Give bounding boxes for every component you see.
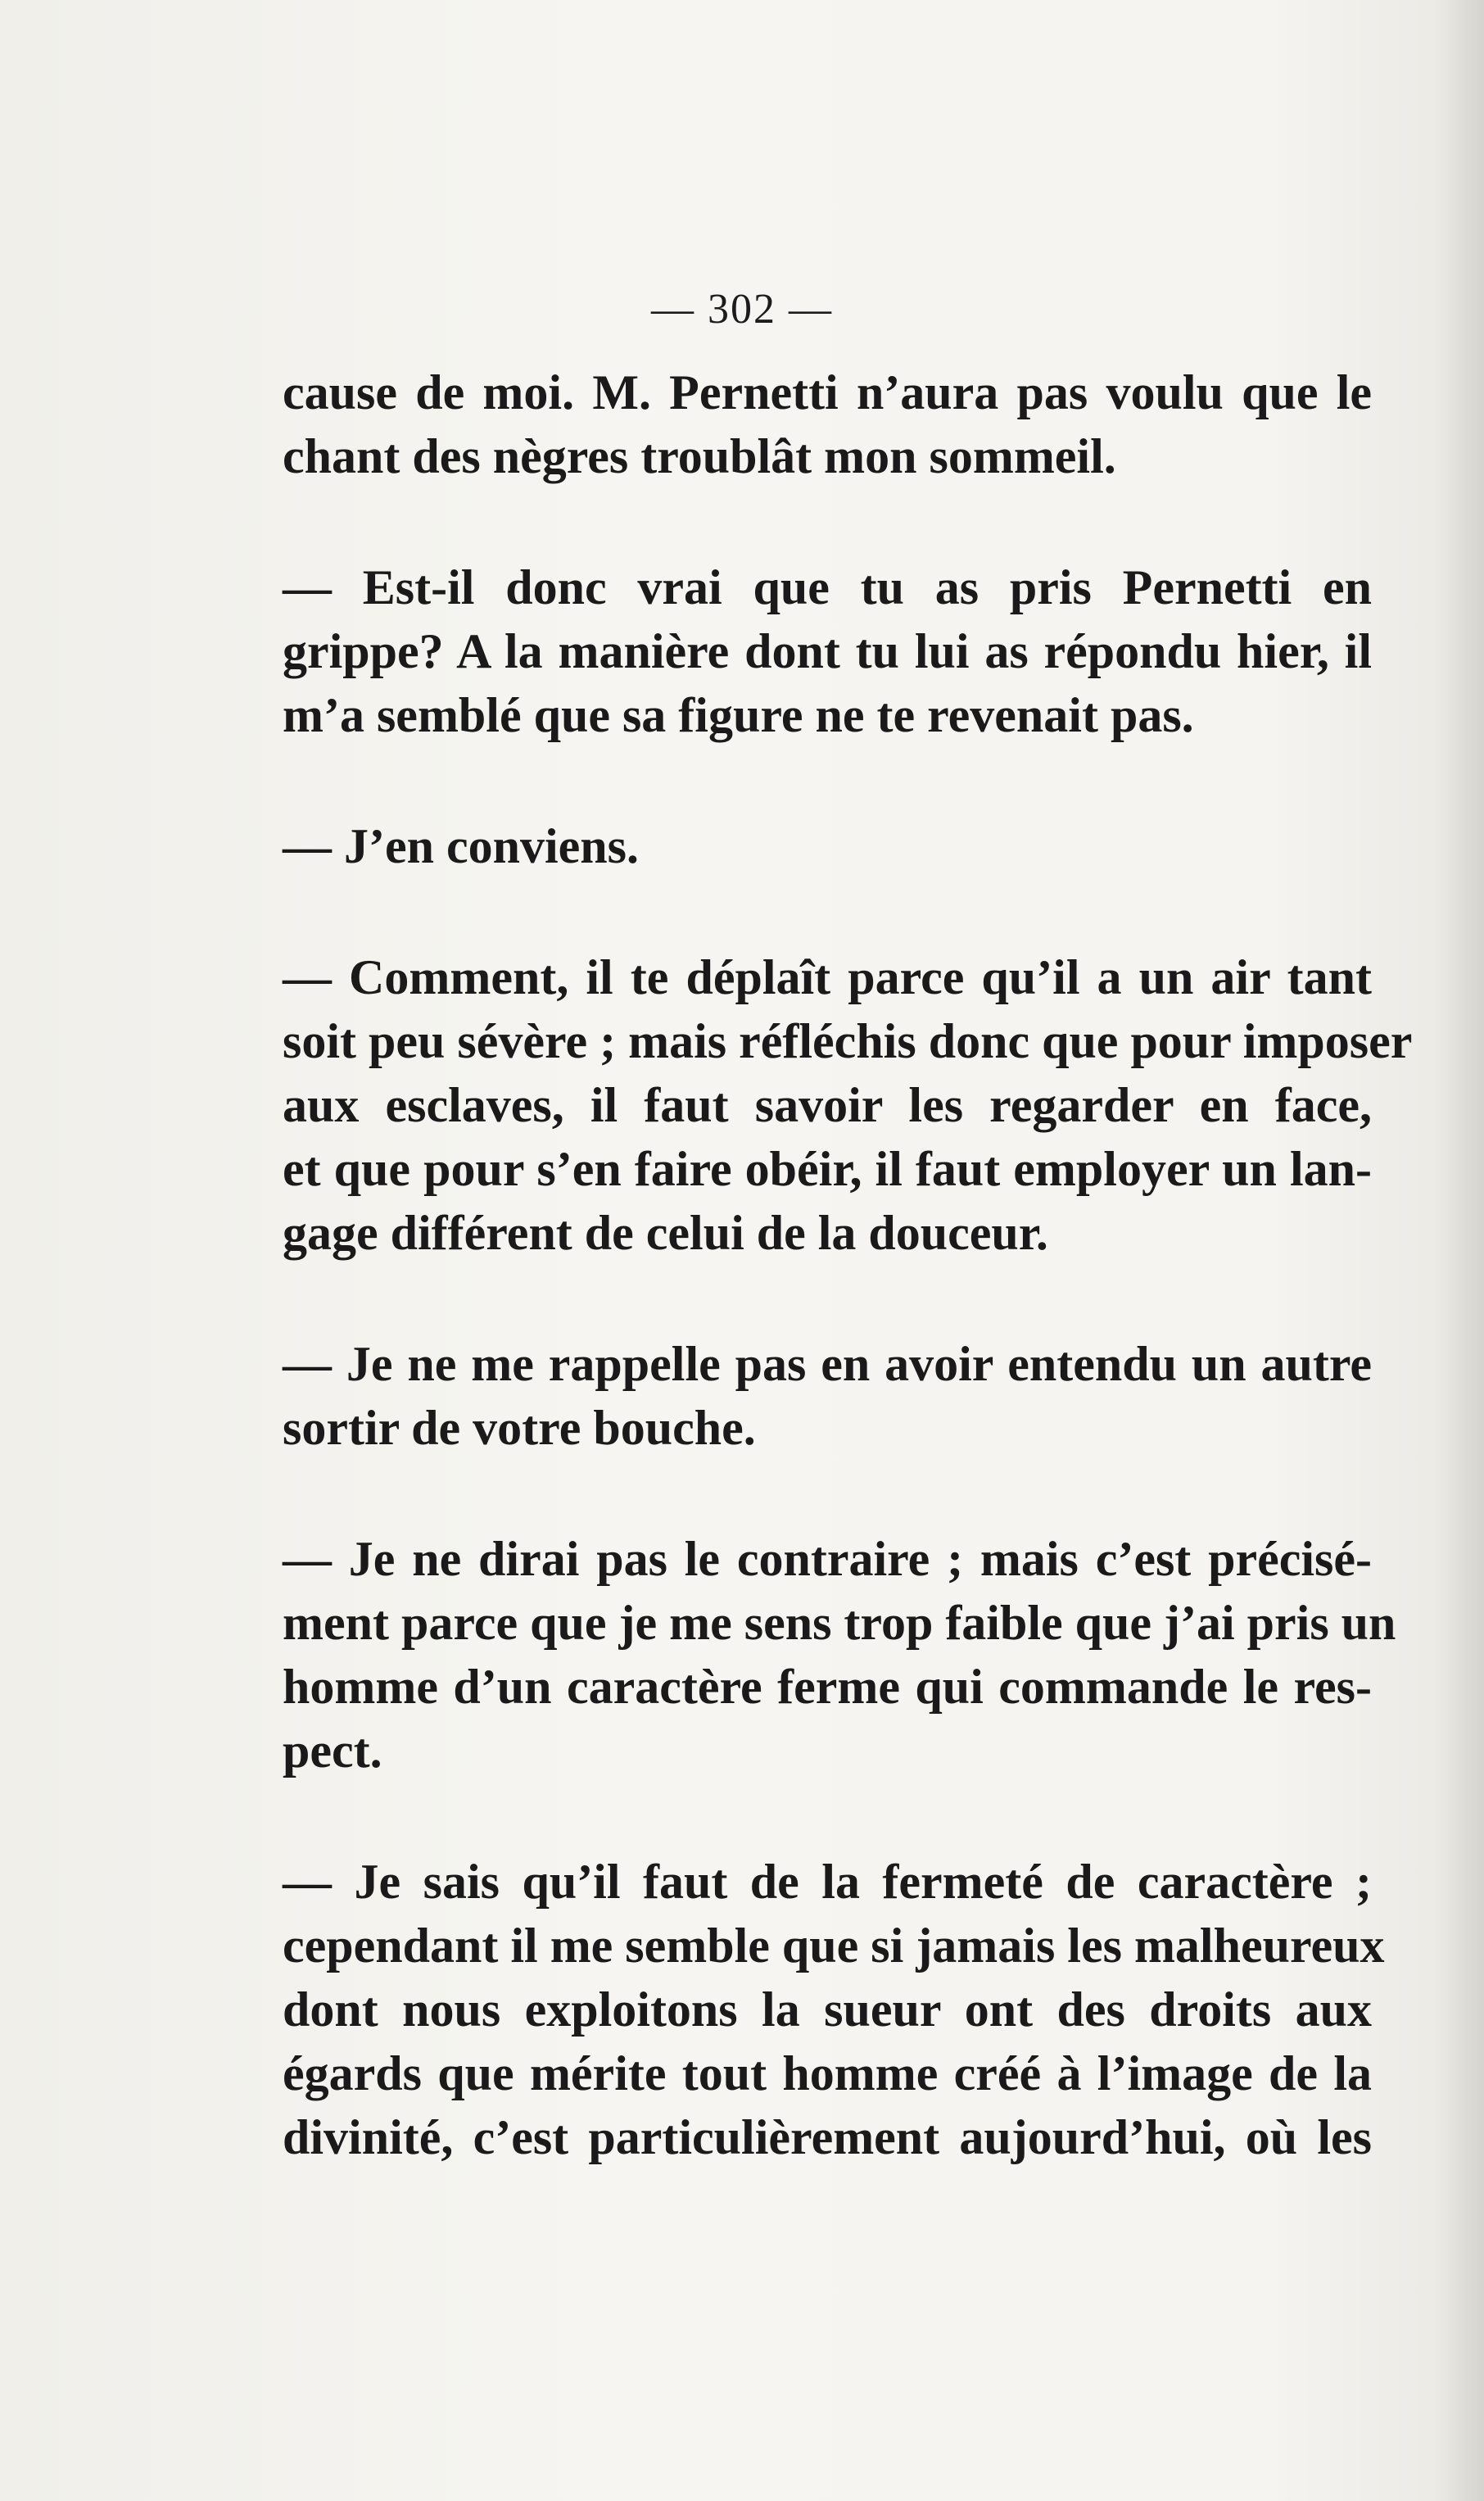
paragraph-4 (283, 945, 1413, 1265)
text-line: ment parce que je me sens trop faible que j’ai pris un (283, 1596, 1396, 1650)
text-line: égards que mérite tout homme créé à l’image de la (283, 2046, 1372, 2100)
paragraph-6 (283, 1527, 1396, 1783)
text-line: homme d’un caractère ferme qui commande le res- (283, 1660, 1372, 1714)
page-number: — 302 — (651, 286, 833, 333)
text-line: cependant il me semble que si jamais les malheureux (283, 1919, 1385, 1973)
text-line: — Je ne dirai pas le contraire ; mais c’est précisé- (283, 1532, 1372, 1586)
text-line: pect. (283, 1724, 382, 1778)
text-line: et que pour s’en faire obéir, il faut employer un lan- (283, 1142, 1372, 1196)
text-line: cause de moi. M. Pernetti n’aura pas voulu que le (283, 365, 1372, 419)
text-line: — Est-il donc vrai que tu as pris Pernetti en (283, 560, 1372, 614)
text-line: — Comment, il te déplaît parce qu’il a un air tant (283, 950, 1372, 1004)
paragraph-3 (283, 814, 1372, 878)
paragraph-1 (283, 360, 1372, 488)
text-line: — Je ne me rappelle pas en avoir entendu un autre (283, 1337, 1372, 1391)
text-line: m’a semblé que sa figure ne te revenait pas. (283, 688, 1194, 742)
text-line: divinité, c’est particulièrement aujourd’hui, où les (283, 2110, 1372, 2164)
text-line: soit peu sévère ; mais réfléchis donc que pour imposer (283, 1014, 1413, 1068)
text-line: chant des nègres troublât mon sommeil. (283, 429, 1116, 483)
text-line: gage différent de celui de la douceur. (283, 1206, 1048, 1260)
paragraph-7 (283, 1850, 1385, 2169)
text-line: sortir de votre bouche. (283, 1401, 756, 1455)
text-line: — J’en conviens. (283, 819, 639, 873)
body-text (283, 360, 1413, 2236)
text-line: aux esclaves, il faut savoir les regarder en face, (283, 1078, 1372, 1132)
text-line: dont nous exploitons la sueur ont des droits aux (283, 1982, 1372, 2037)
text-line: grippe? A la manière dont tu lui as répondu hier, il (283, 624, 1372, 678)
text-line: — Je sais qu’il faut de la fermeté de caractère ; (283, 1855, 1372, 1909)
page-edge-shadow (1435, 0, 1484, 2501)
paragraph-2 (283, 555, 1372, 747)
paragraph-5 (283, 1332, 1372, 1460)
